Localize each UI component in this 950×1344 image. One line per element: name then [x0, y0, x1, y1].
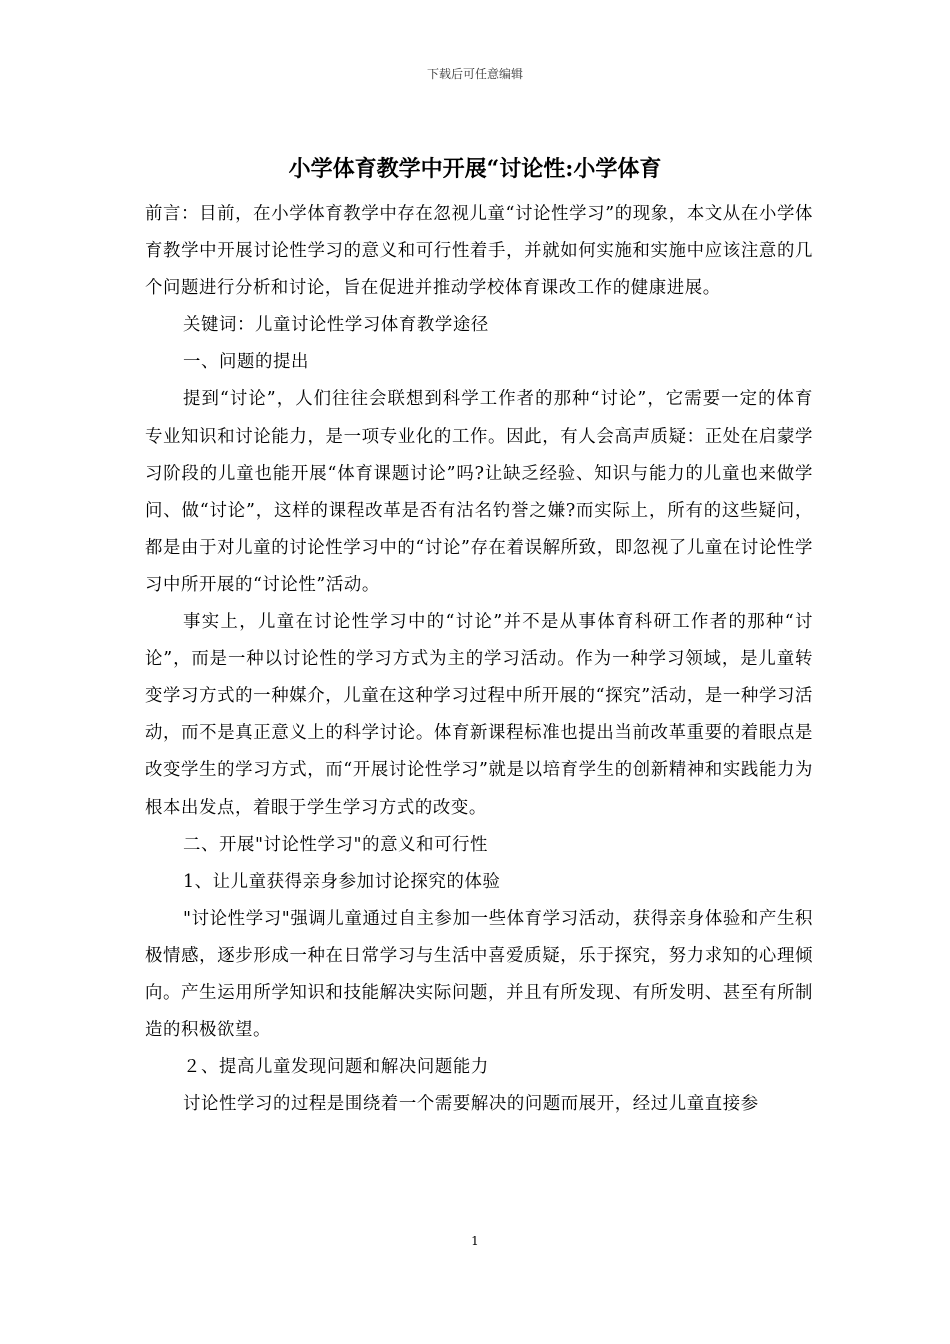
paragraph-body: "讨论性学习"强调儿童通过自主参加一些体育学习活动，获得亲身体验和产生积极情感，逐步形成一种在日常学习与生活中喜爱质疑，乐于探究，努力求知的心理倾向。产生运用所学知识和技能解决实际问题，并且有所发现、有所发明、甚至有所制造的积极欲望。 [145, 908, 813, 1041]
document-title: 小学体育教学中开展“讨论性:小学体育 [288, 156, 662, 182]
paragraph-body: 讨论性学习的过程是围绕着一个需要解决的问题而展开，经过儿童直接参 [183, 1094, 759, 1115]
page-header-note: 下载后可任意编辑 [426, 67, 523, 81]
section-heading-1: 一、问题的提出 [183, 352, 309, 373]
paragraph-preface: 前言：目前，在小学体育教学中存在忽视儿童“讨论性学习”的现象，本文从在小学体育教学中开展讨论性学习的意义和可行性着手，并就如何实施和实施中应该注意的几个问题进行分析和讨论，旨在促进并推动学校体育课改工作的健康进展。 [145, 204, 813, 299]
paragraph-body: 事实上，儿童在讨论性学习中的“讨论”并不是从事体育科研工作者的那种“讨论”，而是一种以讨论性的学习方式为主的学习活动。作为一种学习领域，是儿童转变学习方式的一种媒介，儿童在这种学习过程中所开展的“探究”活动，是一种学习活动，而不是真正意义上的科学讨论。体育新课程标准也提出当前改革重要的着眼点是改变学生的学习方式，而“开展讨论性学习”就是以培育学生的创新精神和实践能力为根本出发点，着眼于学生学习方式的改变。 [145, 612, 813, 818]
page-number: 1 [471, 1234, 479, 1248]
paragraph-body: 提到“讨论”，人们往往会联想到科学工作者的那种“讨论”，它需要一定的体育专业知识和讨论能力，是一项专业化的工作。因此，有人会高声质疑：正处在启蒙学习阶段的儿童也能开展“体育课题讨论”吗?让缺乏经验、知识与能力的儿童也来做学问、做“讨论”，这样的课程改革是否有沽名钓誉之嫌?而实际上，所有的这些疑问，都是由于对儿童的讨论性学习中的“讨论”存在着误解所致，即忽视了儿童在讨论性学习中所开展的“讨论性”活动。 [145, 389, 813, 595]
section-heading-2: 二、开展"讨论性学习"的意义和可行性 [183, 834, 489, 855]
subsection-heading-1: 1、让儿童获得亲身参加讨论探究的体验 [183, 871, 501, 892]
paragraph-keywords: 关键词：儿童讨论性学习体育教学途径 [183, 315, 489, 336]
subsection-heading-2: ２、提高儿童发现问题和解决问题能力 [183, 1057, 489, 1078]
document-body [145, 196, 813, 1123]
